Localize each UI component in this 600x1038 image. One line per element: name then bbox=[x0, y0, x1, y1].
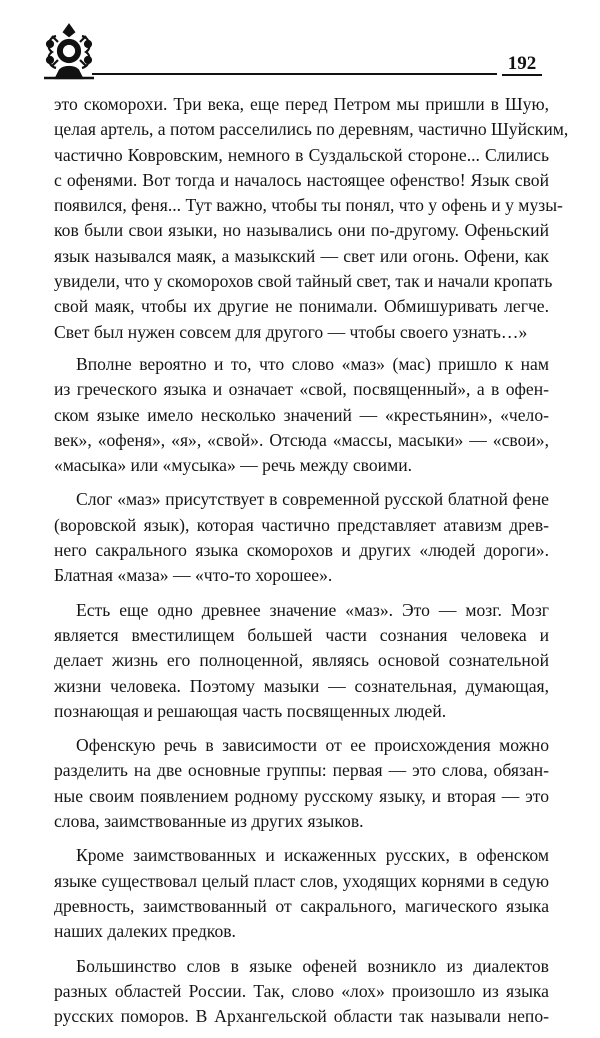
text-line: разделить на две основные группы: первая — это слова, обязан- bbox=[54, 760, 549, 781]
text-line: ные своим появлением родному русскому языку, и вторая — это bbox=[54, 785, 549, 806]
text-line: появился, феня... Тут важно, чтобы ты понял, что у офень и у музы- bbox=[54, 195, 563, 216]
text-line: частично Ковровским, немного в Суздальской стороне... Слились bbox=[54, 144, 549, 165]
text-line: Блатная «маза» — «что-то хорошее». bbox=[54, 565, 333, 586]
text-line: жизни человека. Поэтому мазыки — сознательная, думающая, bbox=[54, 675, 549, 696]
paragraph bbox=[54, 843, 549, 944]
ornament-emblem-icon bbox=[38, 22, 100, 80]
paragraph bbox=[54, 598, 549, 724]
paragraph bbox=[54, 733, 549, 834]
paragraph bbox=[54, 487, 549, 588]
text-line: Свет был нужен совсем для другого — чтобы своего узнать…» bbox=[54, 321, 528, 342]
text-line: древность, заимствованный от сакрального, магического языка bbox=[54, 895, 549, 916]
text-line: является вместилищем большей части сознания человека и bbox=[54, 624, 549, 645]
text-line: целая артель, а потом расселились по деревням, частично Шуйским, bbox=[54, 119, 569, 140]
text-line: «масыка» или «мусыка» — речь между своими. bbox=[54, 455, 413, 476]
text-line: ков были свои языки, но назывались они по-другому. Офеньский bbox=[54, 220, 549, 241]
text-line: Офенскую речь в зависимости от ее происхождения можно bbox=[76, 735, 549, 756]
paragraph bbox=[54, 352, 549, 478]
text-line: слова, заимствованные из других языков. bbox=[54, 811, 364, 832]
text-line: языке существовал целый пласт слов, уходящих корнями в седую bbox=[54, 870, 549, 891]
text-line: разных областей России. Так, слово «лох» произошло из языка bbox=[54, 980, 549, 1001]
text-line: Большинство слов в языке офеней возникло из диалектов bbox=[76, 955, 549, 976]
text-line: Вполне вероятно и то, что слово «маз» (мас) пришло к нам bbox=[76, 353, 549, 374]
text-line: Кроме заимствованных и искаженных русских, в офенском bbox=[76, 845, 549, 866]
text-line: язык назывался маяк, а мазыкский — свет или огонь. Офени, как bbox=[54, 245, 549, 266]
text-line: познающая и решающая часть посвященных людей. bbox=[54, 700, 447, 721]
text-line: него сакрального языка скоморохов и других «людей дороги». bbox=[54, 540, 549, 561]
text-line: с офенями. Вот тогда и началось настоящее офенство! Язык свой bbox=[54, 169, 549, 190]
text-line: увидели, что у скоморохов свой тайный свет, так и начали кропать bbox=[54, 271, 553, 292]
paragraph bbox=[54, 92, 569, 345]
text-line: Слог «маз» присутствует в современной русской блатной фене bbox=[76, 489, 549, 510]
text-line: делает жизнь его полноценной, являясь основой сознательной bbox=[54, 650, 549, 671]
text-line: это скоморохи. Три века, еще перед Петром мы пришли в Шую, bbox=[54, 94, 549, 114]
text-line: век», «офеня», «я», «свой». Отсюда «массы, масыки» — «свои», bbox=[54, 429, 549, 450]
text-line: свой маяк, чтобы их другие не понимали. Обмишуривать легче. bbox=[54, 296, 549, 317]
text-line: (воровской язык), которая частично представляет атавизм древ- bbox=[54, 514, 549, 535]
header-rule bbox=[92, 73, 497, 75]
text-line: ском языке имело несколько значений — «крестьянин», «чело- bbox=[54, 404, 549, 425]
text-line: из греческого языка и означает «свой, посвященный», а в офен- bbox=[54, 379, 549, 400]
text-line: наших далеких предков. bbox=[54, 921, 236, 942]
text-line: русских поморов. В Архангельской области так называли непо- bbox=[54, 1006, 549, 1027]
body-text bbox=[54, 92, 569, 1038]
page-number: 192 bbox=[502, 54, 542, 76]
text-line: Есть еще одно древнее значение «маз». Это — мозг. Мозг bbox=[76, 599, 549, 620]
paragraph bbox=[54, 954, 549, 1030]
